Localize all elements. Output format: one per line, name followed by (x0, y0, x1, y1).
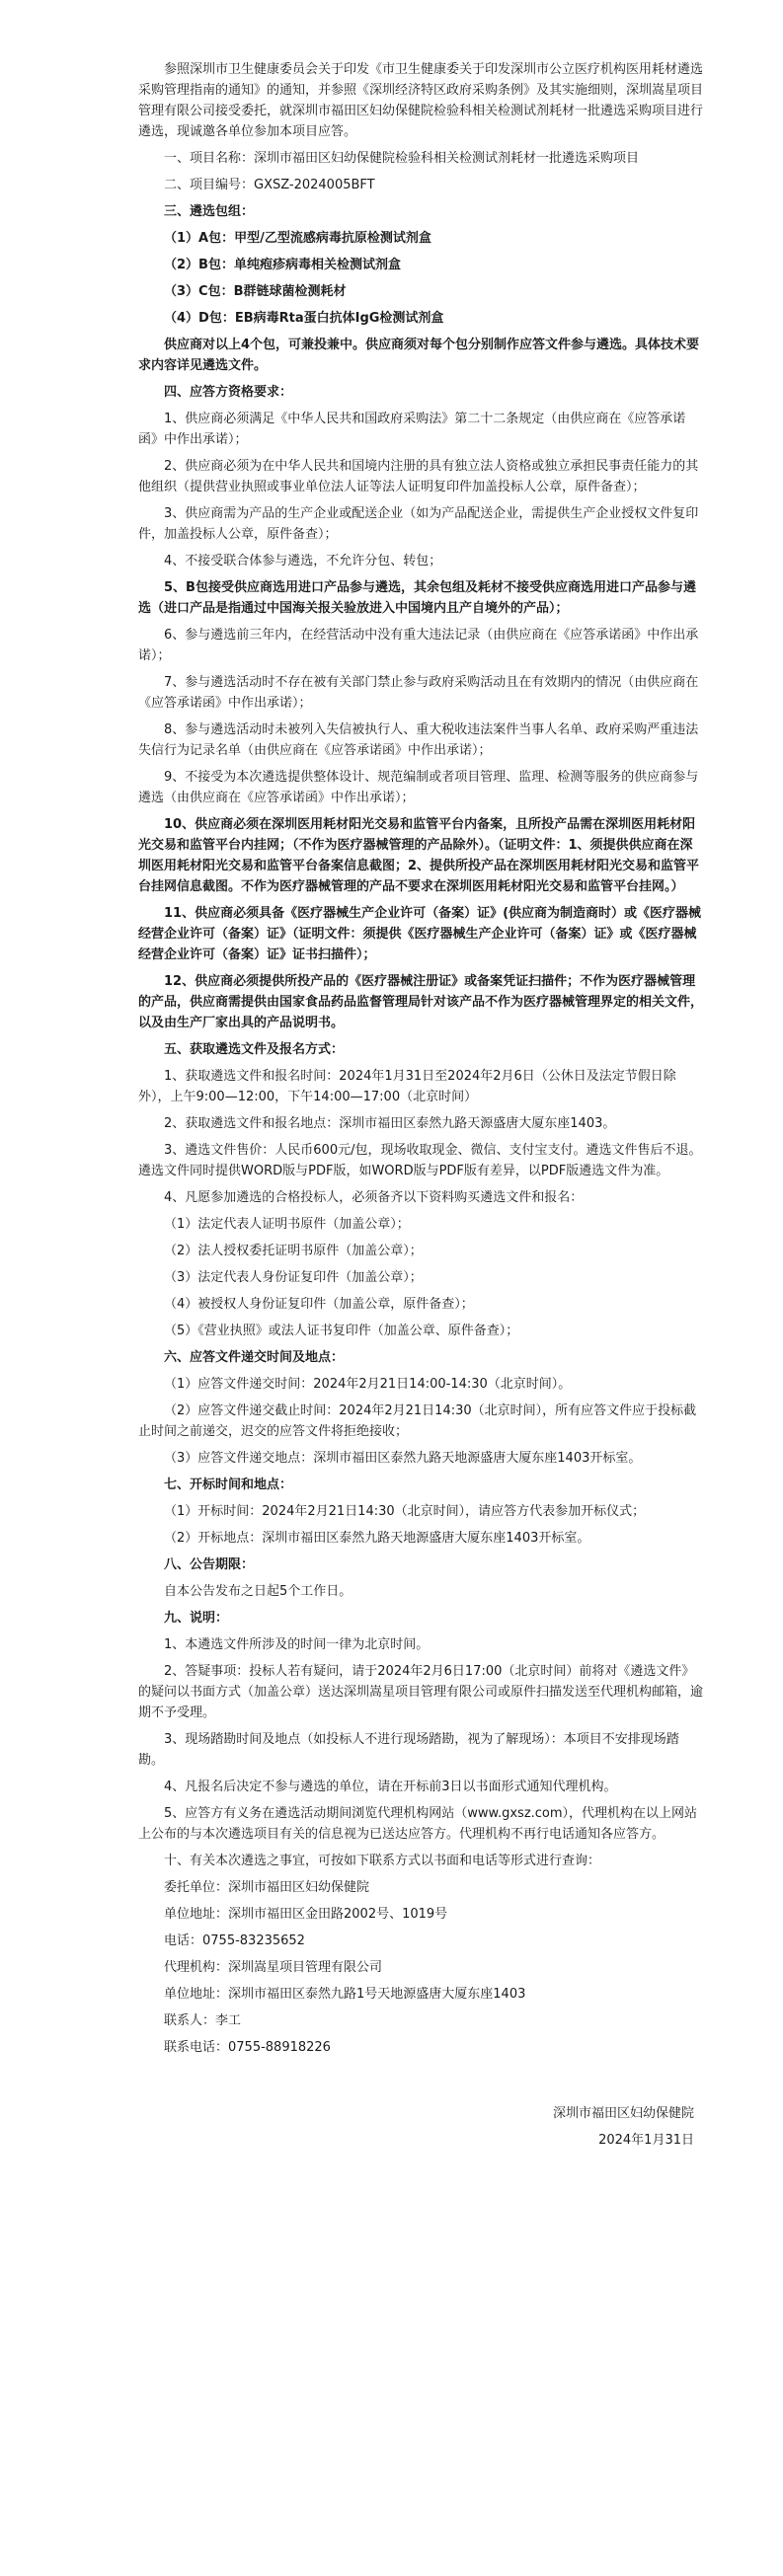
paragraph: 1、供应商必须满足《中华人民共和国政府采购法》第二十二条规定（由供应商在《应答承诺函》中作出承诺）； (138, 412, 686, 447)
paragraph: （1）A包：甲型/乙型流感病毒抗原检测试剂盒 (164, 231, 431, 246)
paragraph: 4、不接受联合体参与遴选，不允许分包、转包； (164, 554, 442, 568)
paragraph: 10、供应商必须在深圳医用耗材阳光交易和监管平台内备案，且所投产品需在深圳医用耗材阳光交易和监管平台内挂网；（不作为医疗器械管理的产品除外）。（证明文件：1、须提供供应商在深圳医用耗材阳光交易和监管平台备案信息截图；2、提供所投产品在深圳医用耗材阳光交易和监管平台挂网信息截图。不作为医疗器械管理的产品不要求在深圳医用耗材阳光交易和监管平台挂网。） (138, 817, 700, 894)
paragraph: 三、遴选包组： (164, 204, 255, 219)
paragraph: 1、本遴选文件所涉及的时间一律为北京时间。 (164, 1637, 430, 1652)
paragraph: 5、应答方有义务在遴选活动期间浏览代理机构网站（www.gxsz.com），代理机构在以上网站上公布的与本次遴选项目有关的信息视为已送达应答方。代理机构不再行电话通知各应答方。 (138, 1806, 698, 1842)
paragraph: 参照深圳市卫生健康委员会关于印发《市卫生健康委关于印发深圳市公立医疗机构医用耗材遴选采购管理指南的通知》的通知，并参照《深圳经济特区政府采购条例》及其实施细则，深圳嵩星项目管理有限公司接受委托，就深圳市福田区妇幼保健院检验科相关检测试剂耗材一批遴选采购项目进行遴选，现诚邀各单位参加本项目应答。 (138, 62, 704, 139)
announcement-body (138, 59, 704, 2058)
paragraph: 供应商对以上4个包，可兼投兼中。供应商须对每个包分别制作应答文件参与遴选。具体技术要求内容详见遴选文件。 (138, 338, 700, 373)
paragraph: 十、有关本次遴选之事宜，可按如下联系方式以书面和电话等形式进行查询： (164, 1854, 601, 1868)
paragraph: 六、应答文件递交时间及地点： (164, 1350, 345, 1365)
paragraph: 1、获取遴选文件和报名时间：2024年1月31日至2024年2月6日（公休日及法定节假日除外），上午9:00—12:00，下午14:00—17:00（北京时间） (138, 1069, 676, 1104)
paragraph: 4、凡愿参加遴选的合格投标人，必须备齐以下资料购买遴选文件和报名： (164, 1190, 584, 1205)
paragraph: 7、参与遴选活动时不存在被有关部门禁止参与政府采购活动且在有效期内的情况（由供应商在《应答承诺函》中作出承诺）； (138, 675, 699, 711)
paragraph: 电话：0755-83235652 (164, 1933, 305, 1948)
paragraph: （1）应答文件递交时间：2024年2月21日14:00-14:30（北京时间）。 (164, 1377, 572, 1392)
paragraph: 8、参与遴选活动时未被列入失信被执行人、重大税收违法案件当事人名单、政府采购严重违法失信行为记录名单（由供应商在《应答承诺函》中作出承诺）； (138, 722, 699, 758)
paragraph: 七、开标时间和地点： (164, 1477, 293, 1492)
issue-date: 2024年1月31日 (598, 2133, 694, 2148)
paragraph: （2）B包：单纯疱疹病毒相关检测试剂盒 (164, 258, 401, 272)
paragraph: 四、应答方资格要求： (164, 385, 293, 400)
paragraph: 单位地址：深圳市福田区金田路2002号、1019号 (164, 1907, 448, 1922)
paragraph: 3、现场踏勘时间及地点（如投标人不进行现场踏勘，视为了解现场）：本项目不安排现场踏勘。 (138, 1732, 679, 1768)
paragraph: 自本公告发布之日起5个工作日。 (164, 1584, 352, 1599)
paragraph: 二、项目编号：GXSZ-2024005BFT (164, 178, 375, 192)
paragraph: 单位地址：深圳市福田区泰然九路1号天地源盛唐大厦东座1403 (164, 1987, 526, 2002)
paragraph: 5、B包接受供应商选用进口产品参与遴选，其余包组及耗材不接受供应商选用进口产品参与遴选（进口产品是指通过中国海关报关验放进入中国境内且产自境外的产品）； (138, 580, 696, 616)
paragraph: （2）应答文件递交截止时间：2024年2月21日14:30（北京时间），所有应答文件应于投标截止时间之前递交，迟交的应答文件将拒绝接收； (138, 1403, 697, 1439)
paragraph: 八、公告期限： (164, 1557, 255, 1572)
paragraph: （4）D包：EB病毒Rta蛋白抗体IgG检测试剂盒 (164, 311, 444, 326)
paragraph: 代理机构：深圳嵩星项目管理有限公司 (164, 1960, 383, 1975)
paragraph: 联系人：李工 (164, 2013, 242, 2028)
paragraph: 2、供应商必须为在中华人民共和国境内注册的具有独立法人资格或独立承担民事责任能力的其他组织（提供营业执照或事业单位法人证等法人证明复印件加盖投标人公章，原件备查）； (138, 459, 699, 494)
paragraph: （4）被授权人身份证复印件（加盖公章，原件备查）； (164, 1297, 474, 1312)
paragraph: 九、说明： (164, 1611, 229, 1626)
paragraph: （5）《营业执照》或法人证书复印件（加盖公章、原件备查）； (164, 1324, 519, 1338)
paragraph: 4、凡报名后决定不参与遴选的单位，请在开标前3日以书面形式通知代理机构。 (164, 1780, 617, 1794)
paragraph: 2、获取遴选文件和报名地点：深圳市福田区泰然九路天源盛唐大厦东座1403。 (164, 1116, 616, 1131)
paragraph: 2、答疑事项：投标人若有疑问，请于2024年2月6日17:00（北京时间）前将对《遴选文件》的疑问以书面方式（加盖公章）送达深圳嵩星项目管理有限公司或原件扫描发送至代理机构邮箱，逾期不予受理。 (138, 1664, 704, 1720)
paragraph: 3、供应商需为产品的生产企业或配送企业（如为产品配送企业，需提供生产企业授权文件复印件，加盖投标人公章，原件备查）； (138, 506, 699, 542)
paragraph: 12、供应商必须提供所投产品的《医疗器械注册证》或备案凭证扫描件；不作为医疗器械管理的产品，供应商需提供由国家食品药品监督管理局针对该产品不作为医疗器械管理界定的相关文件，以及由生产厂家出具的产品说明书。 (138, 974, 704, 1030)
paragraph: 联系电话：0755-88918226 (164, 2040, 331, 2055)
paragraph: （1）开标时间：2024年2月21日14:30（北京时间），请应答方代表参加开标仪式； (164, 1504, 646, 1519)
paragraph: （3）C包：B群链球菌检测耗材 (164, 284, 347, 299)
paragraph: 11、供应商必须具备《医疗器械生产企业许可（备案）证》(供应商为制造商时）或《医疗器械经营企业许可（备案）证》（证明文件：须提供《医疗器械生产企业许可（备案）证》或《医疗器械经营企业许可（备案）证》证书扫描件）； (138, 906, 702, 962)
paragraph: 五、获取遴选文件及报名方式： (164, 1042, 345, 1057)
paragraph: （3）应答文件递交地点：深圳市福田区泰然九路天地源盛唐大厦东座1403开标室。 (164, 1451, 642, 1466)
paragraph: 委托单位：深圳市福田区妇幼保健院 (164, 1880, 370, 1895)
paragraph: 9、不接受为本次遴选提供整体设计、规范编制或者项目管理、监理、检测等服务的供应商参与遴选（由供应商在《应答承诺函》中作出承诺）； (138, 770, 699, 805)
paragraph: （1）法定代表人证明书原件（加盖公章）； (164, 1217, 410, 1232)
issuer-name: 深圳市福田区妇幼保健院 (552, 2106, 694, 2121)
paragraph: 一、项目名称：深圳市福田区妇幼保健院检验科相关检测试剂耗材一批遴选采购项目 (164, 151, 640, 166)
paragraph: （2）法人授权委托证明书原件（加盖公章）； (164, 1244, 423, 1258)
paragraph: 6、参与遴选前三年内，在经营活动中没有重大违法记录（由供应商在《应答承诺函》中作出承诺）； (138, 628, 699, 663)
paragraph: （3）法定代表人身份证复印件（加盖公章）； (164, 1270, 423, 1285)
paragraph: （2）开标地点：深圳市福田区泰然九路天地源盛唐大厦东座1403开标室。 (164, 1531, 590, 1546)
paragraph: 3、遴选文件售价：人民币600元/包，现场收取现金、微信、支付宝支付。遴选文件售后不退。遴选文件同时提供WORD版与PDF版，如WORD版与PDF版有差异，以PDF版遴选文件为准。 (138, 1143, 702, 1178)
